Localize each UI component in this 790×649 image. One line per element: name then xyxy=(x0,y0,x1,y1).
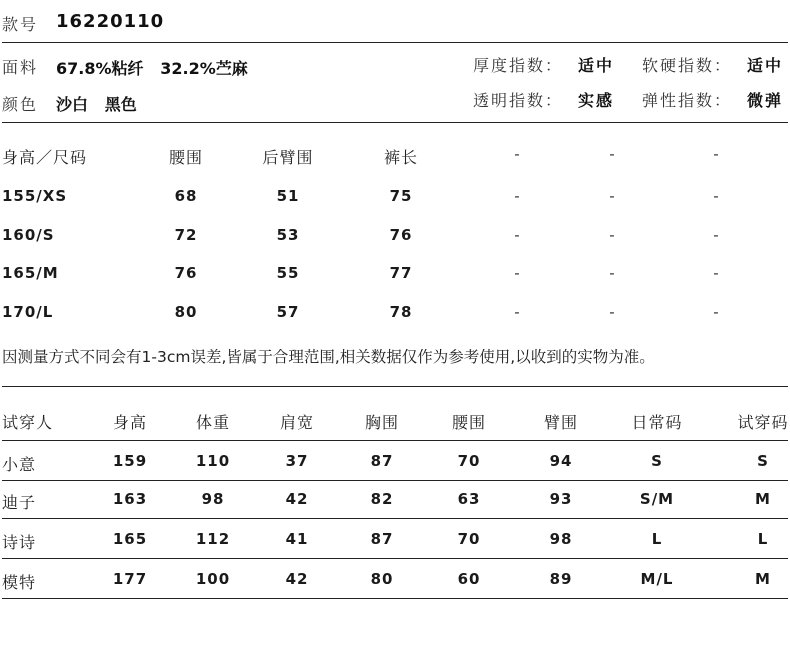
size-cell-r0-c3: 75 xyxy=(389,187,413,205)
model-cell-r2-c1: 165 xyxy=(112,530,148,548)
size-cell-r3-c0: 170/L xyxy=(2,303,54,321)
model-cell-r1-c4: 82 xyxy=(370,490,394,508)
size-cell-r2-c6: - xyxy=(713,264,719,282)
model-cell-r1-c7: S/M xyxy=(639,490,675,508)
thickness-value: 适中 xyxy=(578,56,615,75)
model-cell-r0-c3: 37 xyxy=(285,452,309,470)
model-cell-r1-c2: 98 xyxy=(201,490,225,508)
size-cell-r1-c6: - xyxy=(713,226,719,244)
size-cell-r3-c3: 78 xyxy=(389,303,413,321)
model-cell-r0-c1: 159 xyxy=(112,452,148,470)
divider-header-bottom xyxy=(2,122,788,123)
size-header-4: - xyxy=(514,145,520,163)
transparency-value: 实感 xyxy=(578,91,615,110)
softness-value: 适中 xyxy=(747,56,784,75)
size-cell-r3-c6: - xyxy=(713,303,719,321)
size-cell-r1-c5: - xyxy=(609,226,615,244)
model-header-6: 臂围 xyxy=(543,413,579,432)
model-cell-r3-c5: 60 xyxy=(457,570,481,588)
softness-label: 软硬指数： xyxy=(642,56,733,75)
size-cell-r3-c1: 80 xyxy=(174,303,198,321)
model-row-divider xyxy=(2,518,788,519)
size-cell-r1-c2: 53 xyxy=(276,226,300,244)
model-cell-r1-c5: 63 xyxy=(457,490,481,508)
size-cell-r1-c0: 160/S xyxy=(2,226,55,244)
style-number-label: 款号 xyxy=(2,15,39,34)
model-cell-r1-c8: M xyxy=(755,490,771,508)
transparency-label: 透明指数： xyxy=(473,91,564,110)
color-value: 沙白 黑色 xyxy=(56,95,137,114)
model-cell-r2-c0: 诗诗 xyxy=(2,533,37,552)
model-cell-r1-c1: 163 xyxy=(112,490,148,508)
size-cell-r3-c4: - xyxy=(514,303,520,321)
measurement-note: 因测量方式不同会有1-3cm误差,皆属于合理范围,相关数据仅作为参考使用,以收到的实物为准。 xyxy=(2,348,655,366)
size-cell-r0-c5: - xyxy=(609,187,615,205)
divider-top xyxy=(2,42,788,43)
size-cell-r1-c1: 72 xyxy=(174,226,198,244)
model-cell-r0-c8: S xyxy=(757,452,769,470)
size-header-3: 裤长 xyxy=(383,148,419,167)
model-cell-r2-c5: 70 xyxy=(457,530,481,548)
model-cell-r2-c4: 87 xyxy=(370,530,394,548)
model-cell-r1-c0: 迪子 xyxy=(2,493,37,512)
model-header-divider xyxy=(2,440,788,441)
model-cell-r3-c7: M/L xyxy=(640,570,674,588)
model-header-5: 腰围 xyxy=(451,413,487,432)
model-cell-r0-c4: 87 xyxy=(370,452,394,470)
color-label: 颜色 xyxy=(2,95,39,114)
size-cell-r2-c5: - xyxy=(609,264,615,282)
model-cell-r2-c6: 98 xyxy=(549,530,573,548)
model-header-3: 肩宽 xyxy=(279,413,315,432)
model-cell-r3-c8: M xyxy=(755,570,771,588)
model-cell-r1-c6: 93 xyxy=(549,490,573,508)
model-cell-r3-c4: 80 xyxy=(370,570,394,588)
size-cell-r2-c4: - xyxy=(514,264,520,282)
model-cell-r0-c5: 70 xyxy=(457,452,481,470)
model-cell-r2-c8: L xyxy=(757,530,769,548)
model-cell-r3-c2: 100 xyxy=(195,570,231,588)
size-cell-r3-c2: 57 xyxy=(276,303,300,321)
size-header-2: 后臂围 xyxy=(262,148,314,167)
model-header-0: 试穿人 xyxy=(2,413,54,432)
model-cell-r3-c1: 177 xyxy=(112,570,148,588)
size-cell-r2-c3: 77 xyxy=(389,264,413,282)
size-cell-r0-c6: - xyxy=(713,187,719,205)
model-header-1: 身高 xyxy=(112,413,148,432)
model-row-divider xyxy=(2,598,788,599)
model-cell-r0-c6: 94 xyxy=(549,452,573,470)
model-cell-r3-c3: 42 xyxy=(285,570,309,588)
size-header-1: 腰围 xyxy=(168,148,204,167)
size-cell-r0-c2: 51 xyxy=(276,187,300,205)
model-row-divider xyxy=(2,558,788,559)
model-header-4: 胸围 xyxy=(364,413,400,432)
size-cell-r2-c0: 165/M xyxy=(2,264,59,282)
size-cell-r0-c1: 68 xyxy=(174,187,198,205)
size-cell-r1-c3: 76 xyxy=(389,226,413,244)
fabric-label: 面料 xyxy=(2,58,39,77)
divider-model-top xyxy=(2,386,788,387)
model-header-7: 日常码 xyxy=(631,413,683,432)
model-cell-r3-c6: 89 xyxy=(549,570,573,588)
size-cell-r2-c2: 55 xyxy=(276,264,300,282)
size-header-5: - xyxy=(609,145,615,163)
model-cell-r3-c0: 模特 xyxy=(2,573,37,592)
elasticity-label: 弹性指数： xyxy=(642,91,733,110)
model-cell-r1-c3: 42 xyxy=(285,490,309,508)
fabric-value: 67.8%粘纤 32.2%苎麻 xyxy=(56,59,248,78)
model-cell-r2-c7: L xyxy=(651,530,663,548)
thickness-label: 厚度指数： xyxy=(473,56,564,75)
model-cell-r2-c3: 41 xyxy=(285,530,309,548)
size-cell-r2-c1: 76 xyxy=(174,264,198,282)
style-number-value: 16220110 xyxy=(56,11,165,32)
size-header-6: - xyxy=(713,145,719,163)
elasticity-value: 微弹 xyxy=(747,91,784,110)
size-header-0: 身高／尺码 xyxy=(2,148,88,167)
model-cell-r2-c2: 112 xyxy=(195,530,231,548)
size-cell-r0-c4: - xyxy=(514,187,520,205)
model-header-2: 体重 xyxy=(195,413,231,432)
size-cell-r0-c0: 155/XS xyxy=(2,187,68,205)
size-cell-r1-c4: - xyxy=(514,226,520,244)
model-row-divider xyxy=(2,480,788,481)
model-cell-r0-c0: 小意 xyxy=(2,455,37,474)
model-cell-r0-c7: S xyxy=(651,452,663,470)
model-header-8: 试穿码 xyxy=(737,413,789,432)
size-cell-r3-c5: - xyxy=(609,303,615,321)
model-cell-r0-c2: 110 xyxy=(195,452,231,470)
